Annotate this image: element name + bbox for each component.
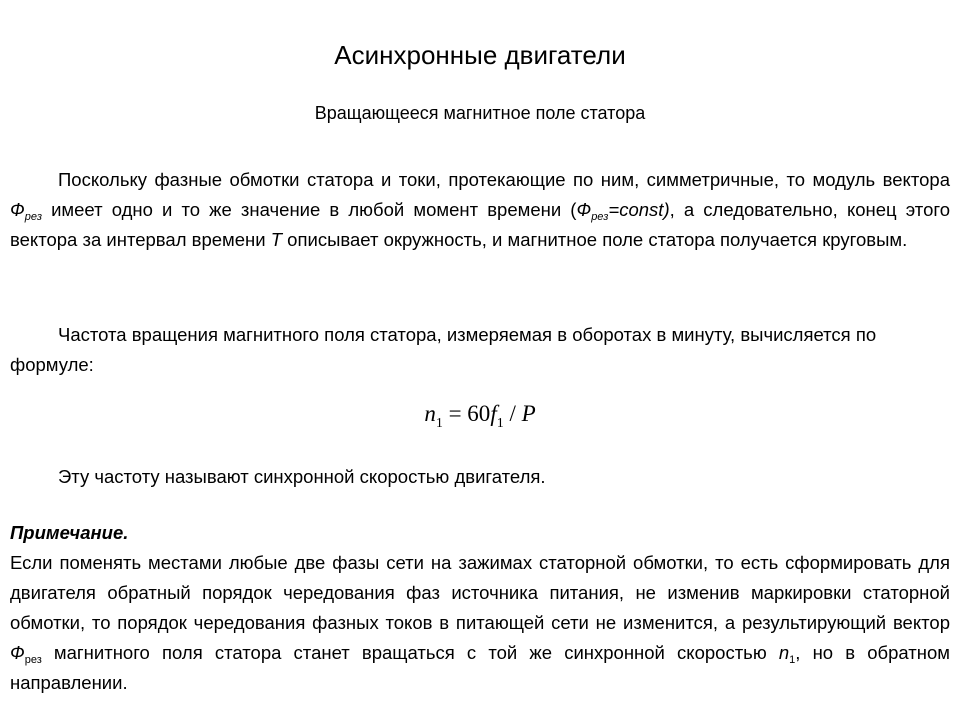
p1-text-1: Поскольку фазные обмотки статора и токи, протекающие по ним, симметричные, то модуль вектора — [58, 169, 950, 190]
const-expression: =const) — [608, 199, 670, 220]
p1-text-3: , а следовательно, конец этого вектора за интервал времени — [10, 199, 950, 250]
note-text-3: , но в обратном направлении. — [10, 642, 950, 693]
formula-equals-60: = 60 — [442, 401, 491, 426]
formula-synchronous-speed — [0, 396, 960, 432]
formula-n-subscript: 1 — [435, 416, 443, 431]
p1-text-2: имеет одно и то же значение в любой момент времени ( — [41, 199, 577, 220]
note-text-1: Если поменять местами любые две фазы сети на зажимах статорной обмотки, то есть сформировать для двигателя обратный порядок чередования фаз источника питания, не изменив маркировки статорной обмотки, то порядок чередования фазных токов в питающей сети не изменится, а результирующий вектор — [10, 552, 950, 633]
note-heading: Примечание. — [10, 522, 129, 543]
formula-f: f — [490, 401, 497, 426]
paragraph-rotation-frequency: Частота вращения магнитного поля статора, измеряемая в оборотах в минуту, вычисляется по формуле: — [10, 324, 877, 375]
note-text-2: магнитного поля статора станет вращаться с той же синхронной скоростью — [41, 642, 779, 663]
formula-n: n — [424, 401, 436, 426]
formula-divide: / — [503, 401, 522, 426]
phi-symbol: Ф — [10, 199, 25, 220]
note-block — [10, 518, 950, 698]
slide-title: Асинхронные двигатели — [334, 40, 626, 70]
phi-subscript-2: рез — [591, 211, 609, 223]
slide-subtitle: Вращающееся магнитное поле статора — [314, 103, 646, 123]
note-n-subscript: 1 — [789, 654, 796, 666]
p1-text-4: описывает окружность, и магнитное поле статора получается круговым. — [282, 229, 908, 250]
period-symbol: T — [270, 229, 283, 250]
note-phi-symbol: Ф — [10, 642, 25, 663]
paragraph-synchronous-speed: Эту частоту называют синхронной скоростью двигателя. — [58, 466, 546, 487]
formula-p: P — [521, 401, 536, 426]
note-n-symbol: n — [778, 642, 790, 663]
paragraph-circular-field — [10, 165, 950, 255]
phi-subscript: рез — [24, 211, 42, 223]
phi-symbol-2: Ф — [576, 199, 592, 220]
formula-f-subscript: 1 — [496, 416, 504, 431]
note-phi-subscript: рез — [24, 654, 42, 666]
